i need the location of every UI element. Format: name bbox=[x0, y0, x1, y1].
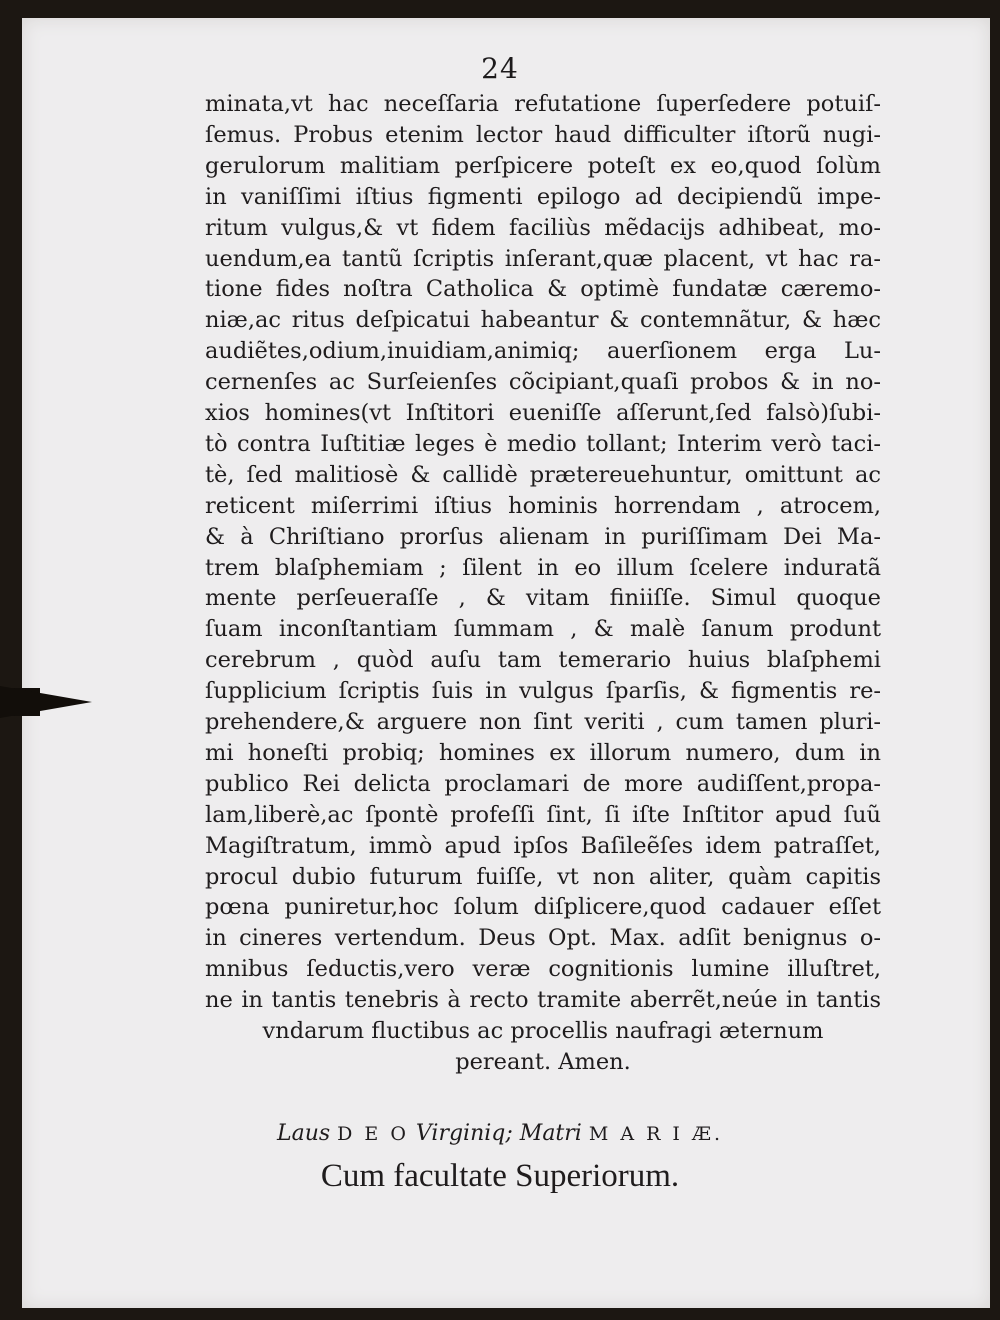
text-line: prehendere,& arguere non ſint veriti , cum tamen pluri- bbox=[205, 709, 881, 735]
deo-word: D E O bbox=[337, 1123, 409, 1145]
laus-deo-line bbox=[0, 1121, 1000, 1146]
text-line: pœna puniretur,hoc ſolum diſplicere,quod cadauer eſſet bbox=[205, 894, 881, 921]
text-line: ritum vulgus,& vt fidem faciliùs mẽdacijs adhibeat, mo- bbox=[205, 214, 881, 241]
text-line: lam,liberè,ac ſpontè profeſſi ſint, ſi iſte Inſtitor apud ſuũ bbox=[205, 801, 881, 828]
page-number: 24 bbox=[481, 52, 519, 85]
text-line: audiẽtes,odium,inuidiam,animiq; auerſionem erga Lu- bbox=[205, 338, 881, 365]
text-line: tò contra Iuſtitiæ leges è medio tollant; Interim verò taci- bbox=[205, 430, 881, 457]
text-line: xios homines(vt Inſtitori eueniſſe aſſerunt,ſed falsò)ſubi- bbox=[205, 400, 881, 426]
binding-thread-notch bbox=[0, 686, 92, 718]
text-line: vndarum fluctibus ac procellis naufragi æternum bbox=[262, 1018, 824, 1044]
text-line: mnibus ſeductis,vero veræ cognitionis lumine illuſtret, bbox=[205, 956, 881, 983]
text-line: publico Rei delicta proclamari de more audiſſent,propa- bbox=[205, 770, 881, 797]
text-line: in vaniſſimi iſtius figmenti epilogo ad decipiendũ impe- bbox=[205, 183, 881, 210]
text-line: mente perſeueraſſe , & vitam finiiſſe. Simul quoque bbox=[205, 585, 881, 612]
laus-word: Laus bbox=[276, 1121, 331, 1146]
text-line: cernenſes ac Surſeienſes cõcipiant,quaſi probos & in no- bbox=[205, 369, 881, 396]
text-line: tione fides noſtra Catholica & optimè fundatæ cæremo- bbox=[205, 276, 881, 303]
text-line: ſuam inconſtantiam ſummam , & malè ſanum produnt bbox=[205, 616, 881, 643]
text-line: ſemus. Probus etenim lector haud difficulter iſtorũ nugi- bbox=[205, 121, 881, 148]
text-line: pereant. Amen. bbox=[455, 1048, 631, 1075]
text-line: & à Chriſtiano prorſus alienam in puriſſimam Dei Ma- bbox=[205, 523, 881, 550]
text-line: Magiſtratum, immò apud ipſos Baſileẽſes idem patraſſet, bbox=[205, 832, 881, 859]
text-line: uendum,ea tantũ ſcriptis inſerant,quæ placent, vt hac ra- bbox=[205, 245, 881, 272]
text-line: gerulorum malitiam perſpicere poteſt ex eo,quod ſolùm bbox=[205, 152, 881, 179]
text-line: niæ,ac ritus deſpicatui habeantur & contemnãtur, & hæc bbox=[205, 307, 881, 334]
text-line: ne in tantis tenebris à recto tramite aberrẽt,neúe in tantis bbox=[205, 987, 881, 1014]
text-line: procul dubio futurum fuiſſe, vt non aliter, quàm capitis bbox=[205, 863, 881, 890]
mariae-word: M A R I Æ. bbox=[588, 1123, 724, 1145]
text-line: in cineres vertendum. Deus Opt. Max. adſit benignus o- bbox=[205, 925, 881, 952]
text-line: ſupplicium ſcriptis ſuis in vulgus ſparſis, & figmentis re- bbox=[205, 678, 881, 705]
text-line: mi honeſti probiq; homines ex illorum numero, dum in bbox=[205, 739, 881, 766]
text-line: minata,vt hac neceſſaria refutatione ſuperſedere potuiſ- bbox=[205, 91, 881, 117]
text-line: cerebrum , quòd auſu tam temerario huius blaſphemi bbox=[205, 647, 881, 674]
imprimatur-line: Cum facultate Superiorum. bbox=[320, 1158, 680, 1194]
virgini-matri-words: Virginiq; Matri bbox=[415, 1121, 582, 1146]
text-line: tè, ſed malitiosè & callidè prætereuehuntur, omittunt ac bbox=[205, 461, 881, 488]
text-line: reticent miſerrimi iſtius hominis horrendam , atrocem, bbox=[205, 492, 881, 519]
text-line: trem blaſphemiam ; ſilent in eo illum ſcelere induratã bbox=[205, 554, 881, 581]
